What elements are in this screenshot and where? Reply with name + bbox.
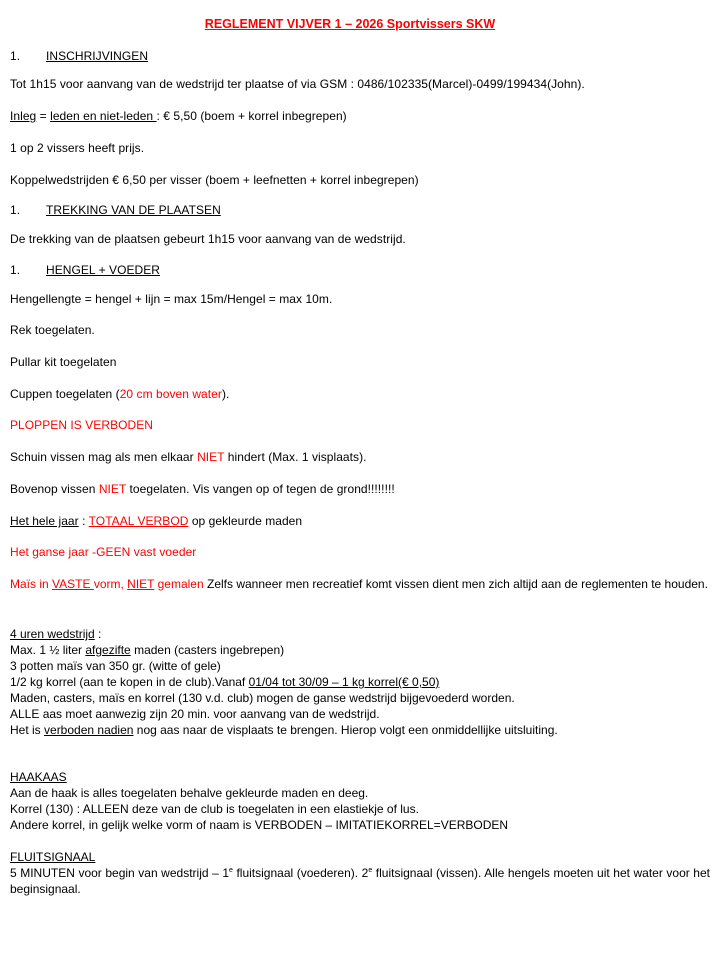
rack-rule: Rek toegelaten. [10, 323, 95, 337]
feeding-rule: Maden, casters, maïs en korrel (130 v.d. club) mogen de ganse wedstrijd bijgevoederd worden. [10, 691, 515, 705]
cupping-rule: Cuppen toegelaten (20 cm boven water). [10, 387, 230, 401]
page-title: REGLEMENT VIJVER 1 – 2026 Sportvissers SKW [204, 17, 496, 31]
overhead-fishing-rule: Bovenop vissen NIET toegelaten. Vis vangen op of tegen de grond!!!!!!!! [10, 482, 395, 496]
prize-rule: 1 op 2 vissers heeft prijs. [10, 141, 145, 155]
bait-presence-rule: ALLE aas moet aanwezig zijn 20 min. voor aanvang van de wedstrijd. [10, 707, 380, 721]
section-number: 1. [10, 203, 21, 217]
section-label: INSCHRIJVINGEN [46, 49, 149, 63]
section-heading-hengel [10, 263, 160, 277]
colored-maggots-ban: Het hele jaar : TOTAAL VERBOD op gekleurde maden [10, 514, 303, 528]
competition-rules-block [10, 626, 558, 738]
bait-maize: 3 potten maïs van 350 gr. (witte of gele) [10, 659, 221, 673]
plopping-forbidden: PLOPPEN IS VERBODEN [10, 418, 153, 432]
no-solid-feed: Het ganse jaar -GEEN vast voeder [10, 545, 197, 559]
maize-rule: Maïs in VASTE vorm, NIET gemalen Zelfs wanneer men recreatief komt vissen dient men zich altijd aan de reglementen te houden. [10, 577, 708, 591]
hookbait-line: Aan de haak is alles toegelaten behalve gekleurde maden en deeg. [10, 786, 369, 800]
section-number: 1. [10, 49, 21, 63]
pair-competition-fee: Koppelwedstrijden € 6,50 per visser (boem + leefnetten + korrel inbegrepen) [10, 173, 419, 187]
whistle-rule: 5 MINUTEN voor begin van wedstrijd – 1e fluitsignaal (voederen). 2e fluitsignaal (vissen). Alle hengels moeten uit het water voor het beginsignaal. [10, 866, 710, 896]
entry-fee: Inleg = leden en niet-leden : € 5,50 (boem + korrel inbegrepen) [10, 109, 347, 123]
bait-pellets: 1/2 kg korrel (aan te kopen in de club).Vanaf 01/04 tot 30/09 – 1 kg korrel(€ 0,50) [10, 675, 440, 689]
section-heading-trekking [10, 203, 221, 217]
whistle-heading: FLUITSIGNAAL [10, 850, 96, 864]
bait-maggots: Max. 1 ½ liter afgezifte maden (casters ingebrepen) [10, 643, 285, 657]
section-label: HENGEL + VOEDER [46, 263, 161, 277]
draw-info: De trekking van de plaatsen gebeurt 1h15 voor aanvang van de wedstrijd. [10, 232, 406, 246]
rod-length-rule: Hengellengte = hengel + lijn = max 15m/Hengel = max 10m. [10, 292, 333, 306]
competition-heading: 4 uren wedstrijd : [10, 627, 102, 641]
hookbait-line: Korrel (130) : ALLEEN deze van de club is toegelaten in een elastiekje of lus. [10, 802, 419, 816]
section-number: 1. [10, 263, 21, 277]
registration-info: Tot 1h15 voor aanvang van de wedstrijd ter plaatse of via GSM : 0486/102335(Marcel)-0499/199434(John). [10, 77, 585, 91]
angled-fishing-rule: Schuin vissen mag als men elkaar NIET hindert (Max. 1 visplaats). [10, 450, 367, 464]
pullar-rule: Pullar kit toegelaten [10, 355, 117, 369]
hookbait-line: Andere korrel, in gelijk welke vorm of naam is VERBODEN – IMITATIEKORREL=VERBODEN [10, 818, 509, 832]
hookbait-block [10, 769, 508, 833]
bait-delivery-rule: Het is verboden nadien nog aas naar de visplaats te brengen. Hierop volgt een onmiddellijke uitsluiting. [10, 723, 558, 737]
section-label: TREKKING VAN DE PLAATSEN [46, 203, 221, 217]
hookbait-heading: HAAKAAS [10, 770, 67, 784]
section-heading-inschrijvingen [10, 49, 148, 63]
